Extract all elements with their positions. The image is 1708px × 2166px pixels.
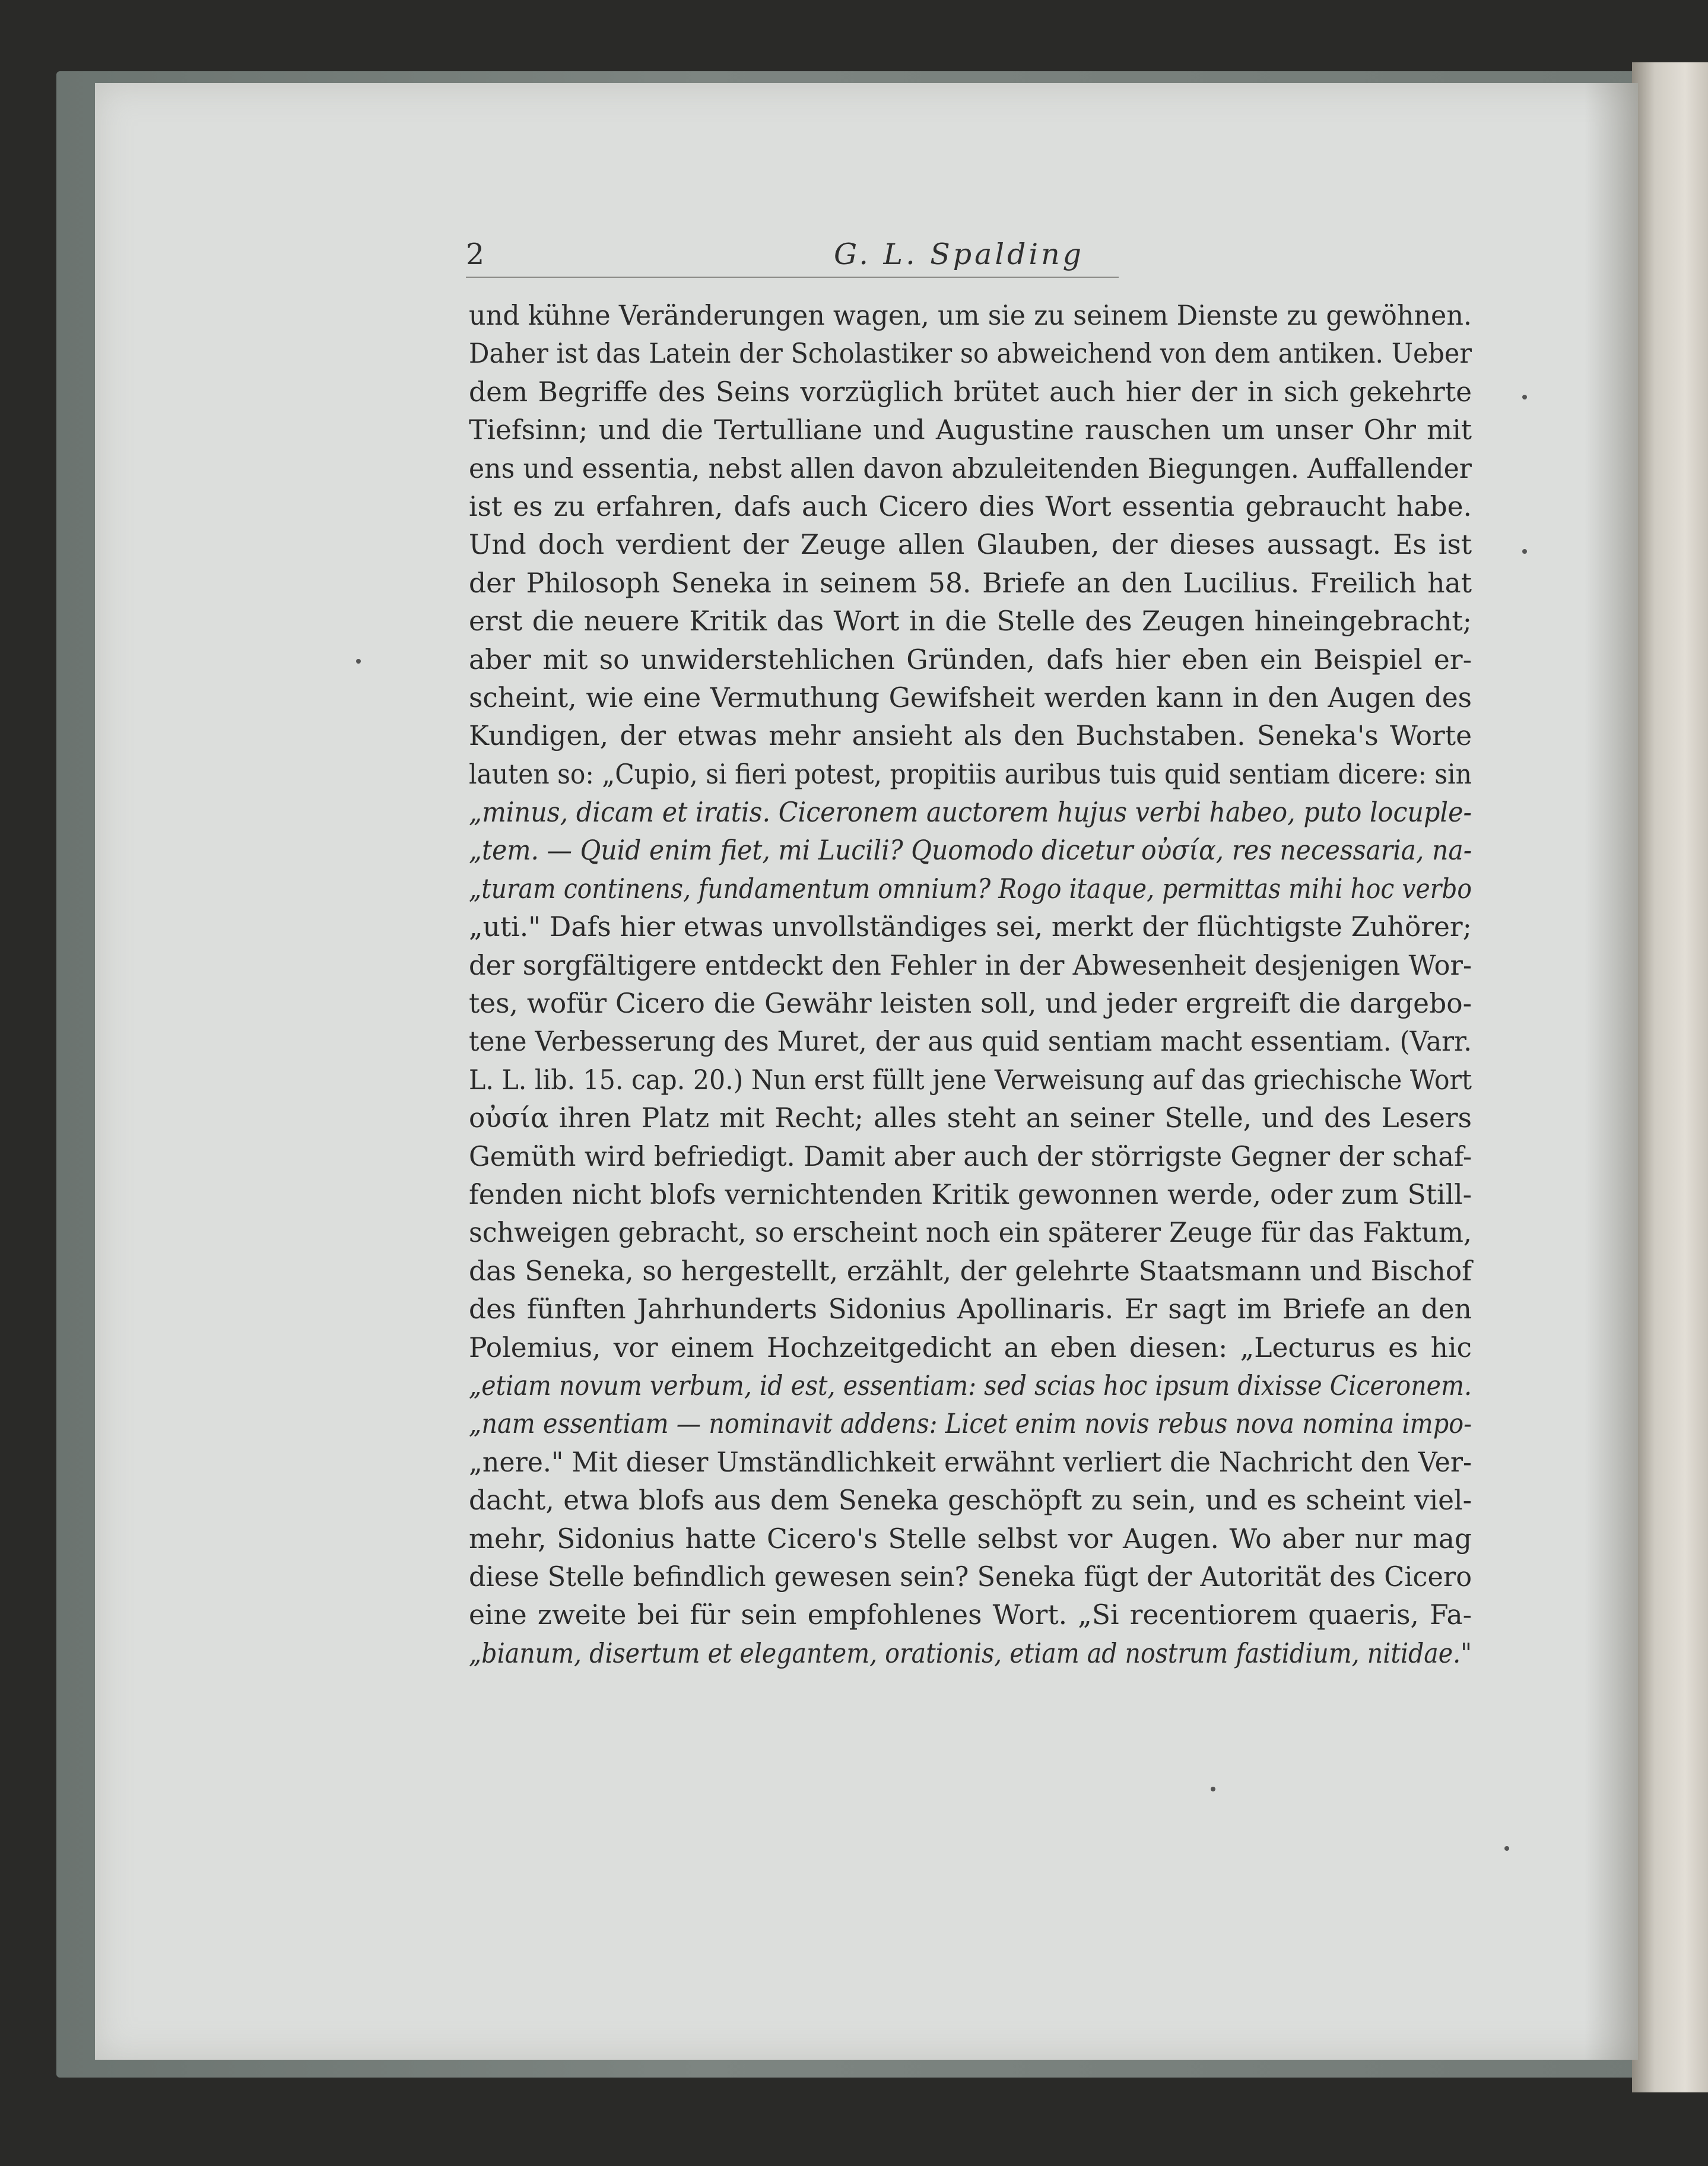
text-line: dem Begriffe des Seins vorzüglich brütet auch hier der in sich gekehrte bbox=[469, 376, 1472, 408]
text-line: ens und essentia, nebst allen davon abzuleitenden Biegungen. Auffallender bbox=[469, 452, 1472, 484]
text-line: mehr, Sidonius hatte Cicero's Stelle selbst vor Augen. Wo aber nur mag bbox=[469, 1523, 1472, 1555]
text-line: ist es zu erfahren, dafs auch Cicero dies Wort essentia gebraucht habe. bbox=[469, 490, 1472, 522]
text-line: Tiefsinn; und die Tertulliane und Augustine rauschen um unser Ohr mit bbox=[469, 414, 1472, 446]
text-line: „tem. — Quid enim fiet, mi Lucili? Quomodo dicetur οὐσία, res necessaria, na- bbox=[469, 835, 1472, 867]
text-line: „bianum, disertum et elegantem, orationis, etiam ad nostrum fastidium, nitidae." bbox=[469, 1637, 1472, 1669]
text-line: L. L. lib. 15. cap. 20.) Nun erst füllt jene Verweisung auf das griechische Wort bbox=[469, 1064, 1472, 1096]
page-header bbox=[466, 237, 1475, 279]
text-line: erst die neuere Kritik das Wort in die Stelle des Zeugen hineingebracht; bbox=[469, 605, 1472, 638]
text-line: schweigen gebracht, so erscheint noch ein späterer Zeuge für das Faktum, bbox=[469, 1217, 1472, 1249]
text-line: diese Stelle befindlich gewesen sein? Seneka fügt der Autorität des Cicero bbox=[469, 1561, 1472, 1593]
text-line: tene Verbesserung des Muret, der aus quid sentiam macht essentiam. (Varr. bbox=[469, 1026, 1472, 1058]
ink-speck bbox=[1522, 395, 1527, 399]
text-line: Und doch verdient der Zeuge allen Glauben, der dieses aussagt. Es ist bbox=[469, 529, 1472, 561]
text-line: lauten so: „Cupio, si fieri potest, propitiis auribus tuis quid sentiam dicere: sin bbox=[469, 758, 1472, 790]
text-line: dacht, etwa blofs aus dem Seneka geschöpft zu sein, und es scheint viel- bbox=[469, 1485, 1472, 1517]
text-line: scheint, wie eine Vermuthung Gewifsheit werden kann in den Augen des bbox=[469, 681, 1472, 713]
text-line: fenden nicht blofs vernichtenden Kritik gewonnen werde, oder zum Still- bbox=[469, 1178, 1472, 1210]
text-line: Polemius, vor einem Hochzeitgedicht an eben diesen: „Lecturus es hic bbox=[469, 1331, 1472, 1363]
text-line: der sorgfältigere entdeckt den Fehler in der Abwesenheit desjenigen Wor- bbox=[469, 949, 1472, 981]
spine-shadow bbox=[1585, 83, 1638, 2060]
page-number: 2 bbox=[466, 237, 485, 271]
body-text bbox=[469, 297, 1472, 1673]
ink-speck bbox=[1522, 549, 1527, 554]
text-line: Gemüth wird befriedigt. Damit aber auch der störrigste Gegner der schaf- bbox=[469, 1140, 1472, 1172]
text-line: Daher ist das Latein der Scholastiker so abweichend von dem antiken. Ueber bbox=[469, 338, 1472, 370]
ink-speck bbox=[356, 659, 361, 664]
text-line: „etiam novum verbum, id est, essentiam: sed scias hoc ipsum dixisse Ciceronem. bbox=[469, 1369, 1472, 1401]
text-line: der Philosoph Seneka in seinem 58. Briefe an den Lucilius. Freilich hat bbox=[469, 567, 1472, 599]
facing-page-edge bbox=[1632, 62, 1708, 2092]
running-head: G. L. Spalding bbox=[834, 237, 1085, 271]
text-line: „turam continens, fundamentum omnium? Rogo itaque, permittas mihi hoc verbo bbox=[469, 873, 1472, 905]
text-line: eine zweite bei für sein empfohlenes Wort. „Si recentiorem quaeris, Fa- bbox=[469, 1599, 1472, 1631]
text-line: „nere." Mit dieser Umständlichkeit erwähnt verliert die Nachricht den Ver- bbox=[469, 1446, 1472, 1478]
ink-speck bbox=[1504, 1846, 1509, 1851]
text-line: aber mit so unwiderstehlichen Gründen, dafs hier eben ein Beispiel er- bbox=[469, 643, 1472, 676]
text-line: Kundigen, der etwas mehr ansieht als den Buchstaben. Seneka's Worte bbox=[469, 720, 1472, 752]
ink-speck bbox=[1211, 1787, 1215, 1791]
text-line: „minus, dicam et iratis. Ciceronem auctorem hujus verbi habeo, puto locuple- bbox=[469, 797, 1472, 829]
text-line: „nam essentiam — nominavit addens: Licet enim novis rebus nova nomina impo- bbox=[469, 1408, 1472, 1440]
text-line: das Seneka, so hergestellt, erzählt, der gelehrte Staatsmann und Bischof bbox=[469, 1255, 1472, 1287]
text-line: „uti." Dafs hier etwas unvollständiges sei, merkt der flüchtigste Zuhörer; bbox=[469, 911, 1472, 943]
text-line: tes, wofür Cicero die Gewähr leisten soll, und jeder ergreift die dargebo- bbox=[469, 988, 1472, 1020]
text-line: οὐσία ihren Platz mit Recht; alles steht an seiner Stelle, und des Lesers bbox=[469, 1102, 1472, 1134]
header-rule bbox=[466, 277, 1119, 278]
text-line: und kühne Veränderungen wagen, um sie zu seinem Dienste zu gewöhnen. bbox=[469, 300, 1472, 331]
text-line: des fünften Jahrhunderts Sidonius Apollinaris. Er sagt im Briefe an den bbox=[469, 1293, 1472, 1325]
